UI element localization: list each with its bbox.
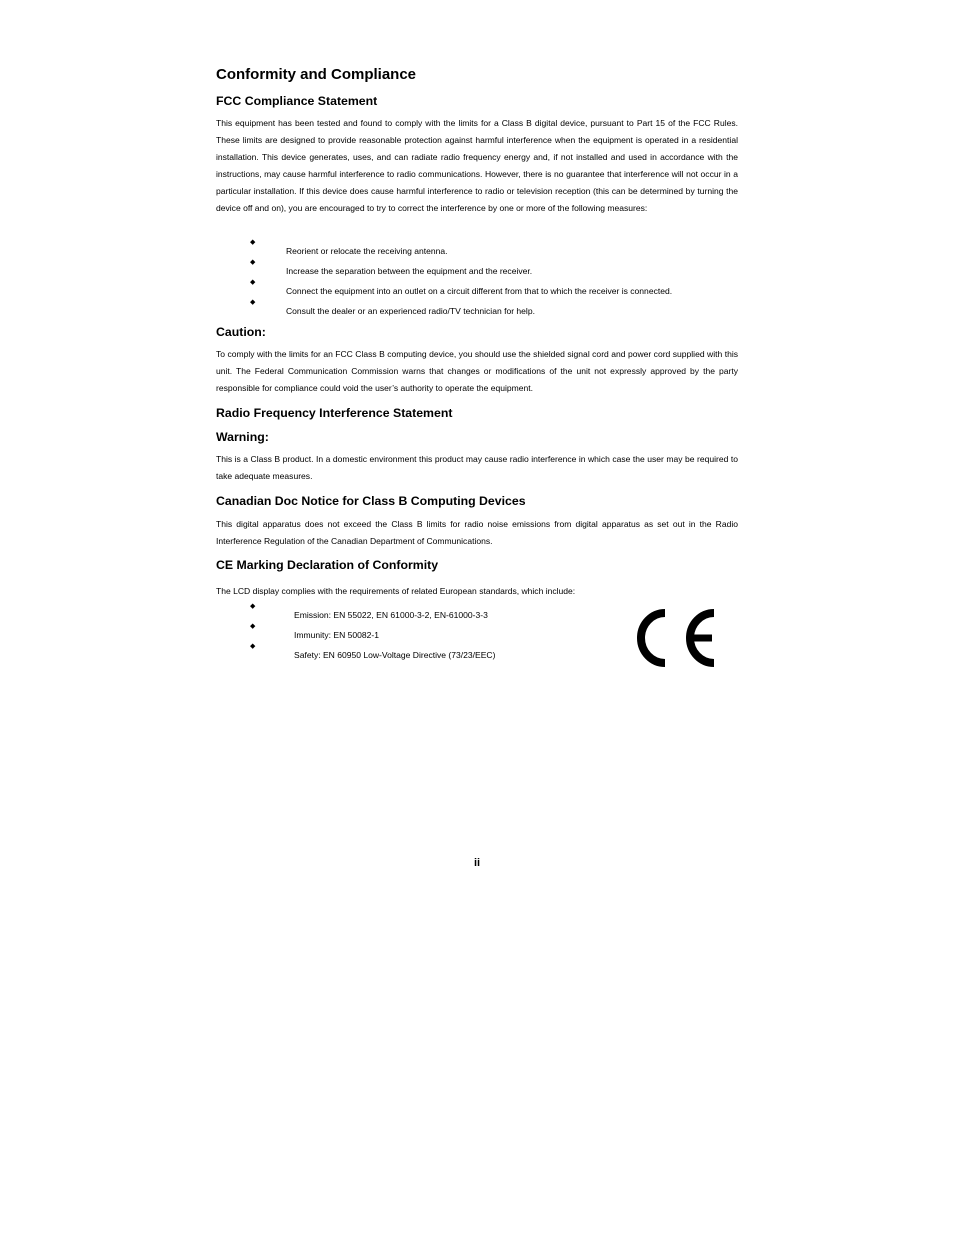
list-item (216, 279, 738, 299)
ce-body: The LCD display complies with the requirements of related European standards, which include: (216, 586, 576, 596)
caution-body: To comply with the limits for an FCC Class B computing device, you should use the shielded signal cord and power cord supplied with this unit. The Federal Communication Commission warns that changes or modifications of the unit not expressly approved by the party responsible for compliance could void the user’s authority to operate the equipment. (216, 349, 738, 394)
standard-text: Immunity: EN 50082-1 (294, 630, 380, 640)
warning-body: This is a Class B product. In a domestic environment this product may cause radio interference in which case the user may be required to take adequate measures. (216, 454, 738, 482)
list-item (216, 259, 738, 279)
rfi-heading: Radio Frequency Interference Statement (216, 406, 453, 420)
fcc-heading: FCC Compliance Statement (216, 94, 378, 108)
fcc-body: This equipment has been tested and found to comply with the limits for a Class B digital device, pursuant to Part 15 of the FCC Rules. These limits are designed to provide reasonable protection against harmful interference when the equipment is operated in a residential installation. This device generates, uses, and can radiate radio frequency energy and, if not installed and used in accordance with the instructions, may cause harmful interference to radio communications. However, there is no guarantee that interference will not occur in a particular installation. If this device does cause harmful interference to radio or television reception (this can be determined by turning the device off and on), you are encouraged to try to correct the interference by one or more of the following measures: (216, 118, 738, 214)
diamond-bullet-icon: ◆ (250, 643, 256, 650)
diamond-bullet-icon: ◆ (250, 239, 256, 246)
page-title: Conformity and Compliance (216, 66, 417, 83)
diamond-bullet-icon: ◆ (250, 279, 256, 286)
diamond-bullet-icon: ◆ (250, 259, 256, 266)
ce-heading: CE Marking Declaration of Conformity (216, 558, 439, 572)
canadian-body: This digital apparatus does not exceed the Class B limits for radio noise emissions from digital apparatus as set out in the Radio Interference Regulation of the Canadian Department of Communications. (216, 519, 738, 547)
warning-heading: Warning: (216, 430, 269, 444)
fcc-measures-list (216, 239, 738, 319)
measure-text: Reorient or relocate the receiving antenna. (286, 246, 448, 256)
measure-text: Connect the equipment into an outlet on a circuit different from that to which the receiver is connected. (286, 286, 673, 296)
list-item (216, 239, 738, 259)
measure-text: Increase the separation between the equipment and the receiver. (286, 266, 533, 276)
ce-mark-icon (630, 607, 718, 669)
canadian-heading: Canadian Doc Notice for Class B Computing Devices (216, 494, 526, 508)
standard-text: Safety: EN 60950 Low-Voltage Directive (73/23/EEC) (294, 650, 496, 660)
diamond-bullet-icon: ◆ (250, 623, 256, 630)
standard-text: Emission: EN 55022, EN 61000-3-2, EN-61000-3-3 (294, 610, 488, 620)
measure-text: Consult the dealer or an experienced radio/TV technician for help. (286, 306, 535, 316)
page-number: ii (473, 857, 481, 869)
diamond-bullet-icon: ◆ (250, 299, 256, 306)
list-item (216, 299, 738, 319)
caution-heading: Caution: (216, 325, 266, 339)
diamond-bullet-icon: ◆ (250, 603, 256, 610)
